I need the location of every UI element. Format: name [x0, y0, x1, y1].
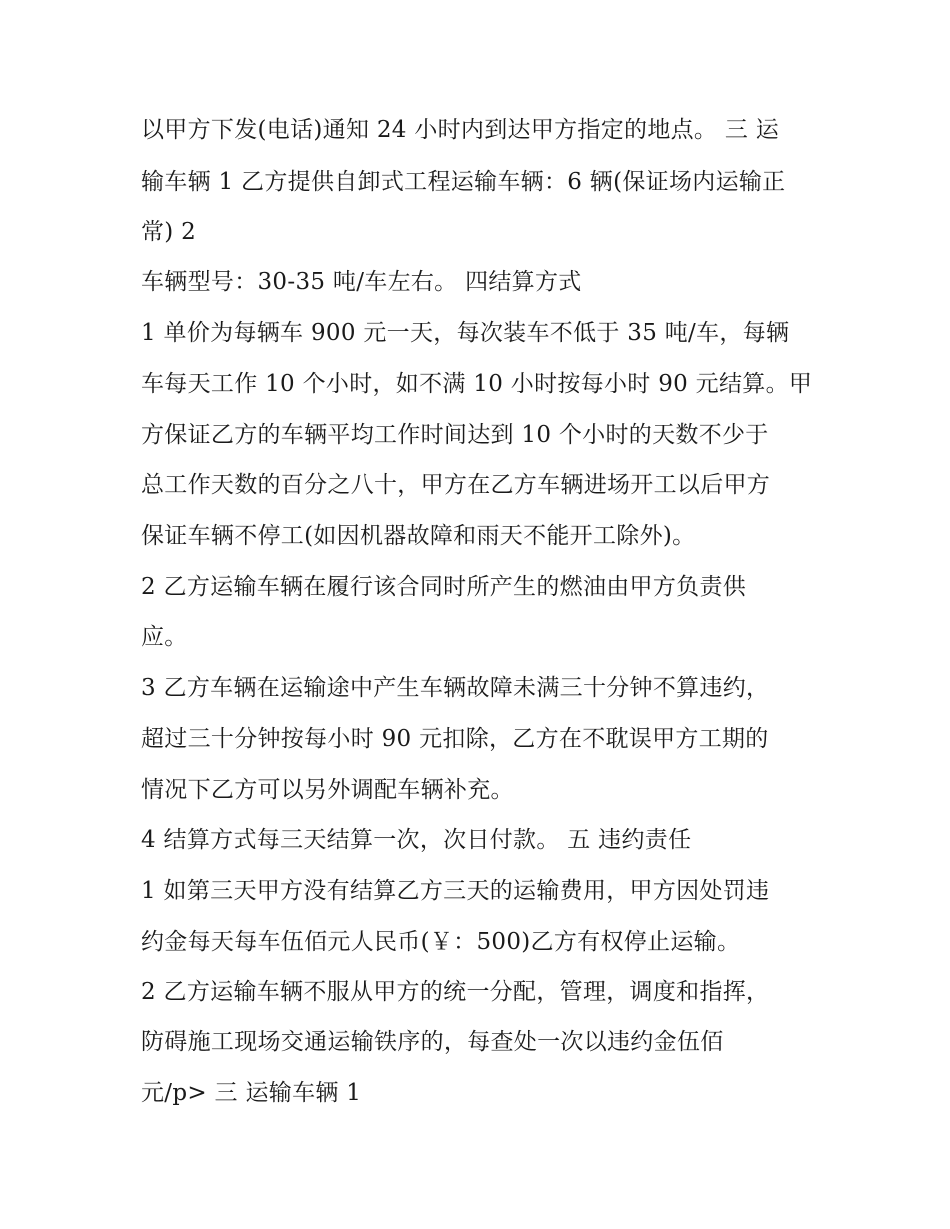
text-line: 元/p> 三 运输车辆 1 [141, 1080, 362, 1106]
text-line: 总工作天数的百分之八十，甲方在乙方车辆进场开工以后甲方 [141, 472, 771, 498]
text-line: 车每天工作 10 个小时，如不满 10 小时按每小时 90 元结算。甲 [141, 371, 813, 397]
text-line: 应。 [141, 624, 188, 650]
text-line: 2 乙方运输车辆在履行该合同时所产生的燃油由甲方负责供 [141, 574, 747, 600]
text-line: 车辆型号：30-35 吨/车左右。 四结算方式 [141, 269, 582, 295]
text-line: 1 如第三天甲方没有结算乙方三天的运输费用，甲方因处罚违 [141, 878, 770, 904]
text-line: 以甲方下发(电话)通知 24 小时内到达甲方指定的地点。 三 运 [141, 117, 780, 143]
text-line: 2 乙方运输车辆不服从甲方的统一分配，管理，调度和指挥， [141, 979, 770, 1005]
text-line: 情况下乙方可以另外调配车辆补充。 [141, 777, 514, 803]
text-line: 1 单价为每辆车 900 元一天，每次装车不低于 35 吨/车，每辆 [141, 320, 790, 346]
text-line: 常) 2 [141, 219, 197, 245]
text-line: 保证车辆不停工(如因机器故障和雨天不能开工除外)。 [141, 523, 696, 549]
text-line: 约金每天每车伍佰元人民币(￥：500)乙方有权停止运输。 [141, 929, 741, 955]
text-line: 4 结算方式每三天结算一次，次日付款。 五 违约责任 [141, 827, 692, 853]
text-line: 方保证乙方的车辆平均工作时间达到 10 个小时的天数不少于 [141, 422, 769, 448]
text-line: 输车辆 1 乙方提供自卸式工程运输车辆：6 辆(保证场内运输正 [141, 169, 786, 195]
text-line: 防碍施工现场交通运输铁序的，每查处一次以违约金伍佰 [141, 1029, 724, 1055]
text-line: 3 乙方车辆在运输途中产生车辆故障未满三十分钟不算违约， [141, 675, 770, 701]
text-line: 超过三十分钟按每小时 90 元扣除，乙方在不耽误甲方工期的 [141, 726, 769, 752]
